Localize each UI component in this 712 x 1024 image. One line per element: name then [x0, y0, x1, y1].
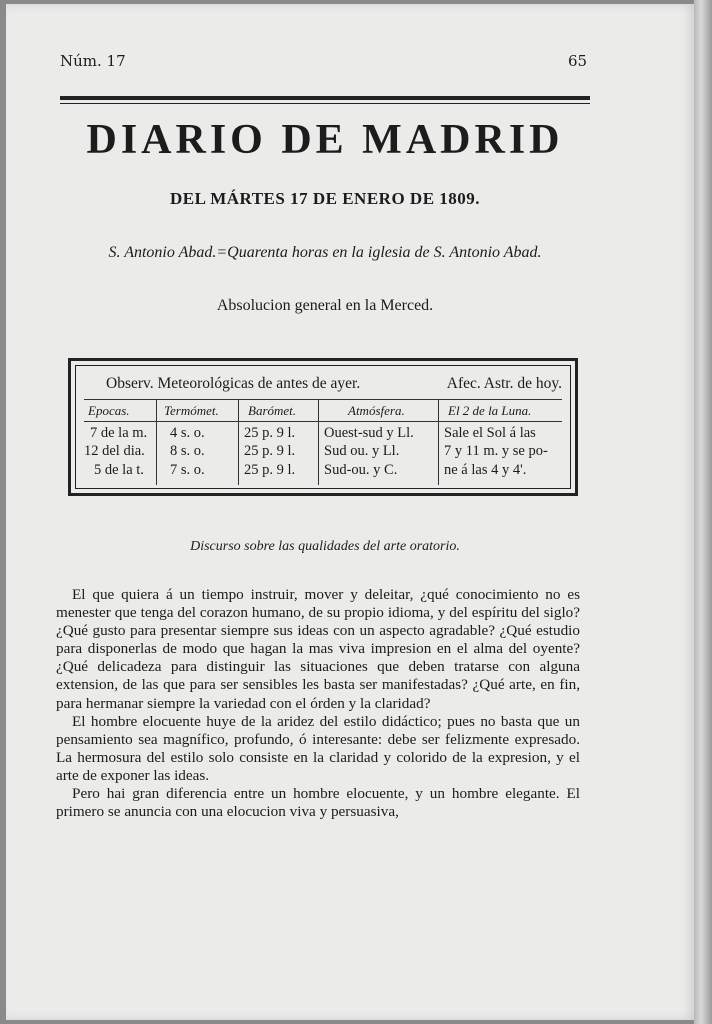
astro-title: Afec. Astr. de hoy. [446, 375, 562, 392]
discourse-title: Discurso sobre las qualidades del arte oratorio. [190, 539, 460, 554]
row-3-termometro: 7 s. o. [170, 462, 205, 478]
row-2-termometro: 8 s. o. [170, 443, 205, 459]
row-1-termometro: 4 s. o. [170, 425, 205, 441]
col-header-atmosfera: Atmósfera. [348, 403, 405, 418]
row-1-epoca: 7 de la m. [90, 425, 148, 441]
astro-line: Sale el Sol á las [444, 425, 536, 441]
paragraph: Pero hai gran diferencia entre un hombre elocuente, y un hombre elegante. El primero se anuncia con una elocucion viva y persuasiva, [56, 785, 580, 821]
col-header-termometro: Termómet. [164, 403, 219, 418]
absolution-notice: Absolucion general en la Merced. [216, 297, 434, 314]
astro-line: 7 y 11 m. y se po- [444, 443, 548, 459]
article-body [56, 586, 580, 821]
row-3-atmosfera: Sud-ou. y C. [324, 462, 398, 478]
row-2-epoca: 12 del dia. [84, 443, 145, 459]
row-1-atmosfera: Ouest-sud y Ll. [324, 425, 414, 441]
page-edge [694, 0, 712, 1024]
issue-number: Núm. 17 [60, 52, 126, 70]
row-3-barometro: 25 p. 9 l. [244, 462, 296, 478]
col-divider [438, 399, 439, 485]
weather-table-inner [75, 365, 571, 489]
header-rule-thick [60, 96, 590, 100]
col-header-luna: El 2 de la Luna. [448, 403, 532, 418]
col-divider [156, 399, 157, 485]
row-3-epoca: 5 de la t. [94, 462, 144, 478]
col-header-barometro: Barómet. [248, 403, 297, 418]
dateline: DEL MÁRTES 17 DE ENERO DE 1809. [169, 189, 481, 208]
col-divider [318, 399, 319, 485]
astro-line: ne á las 4 y 4'. [444, 462, 527, 478]
newspaper-page [6, 4, 696, 1020]
row-2-barometro: 25 p. 9 l. [244, 443, 296, 459]
header-rule-thin [60, 103, 590, 104]
weather-table [68, 358, 578, 496]
page-number: 65 [568, 52, 588, 70]
col-header-epocas: Epocas. [88, 403, 130, 418]
paragraph: El hombre elocuente huye de la aridez del estilo didáctico; pues no basta que un pensamiento sea magnífico, profundo, ó interesante: debe ser felizmente expresado. La hermosura del estilo solo consiste en la claridad y colorido de la expresion, y el arte de exponer las ideas. [56, 712, 580, 784]
paragraph: El que quiera á un tiempo instruir, mover y deleitar, ¿qué conocimiento no es menester que tenga del corazon humano, de su propio idioma, y del espíritu del siglo? ¿Qué gusto para presentar siempre sus ideas con un aspecto agradable? ¿Qué estudio para disponerlas de modo que hagan la mas viva impresion en el alma del oyente? ¿Qué delicadeza para distinguir las situaciones que deben tratarse con alguna extension, de las que para ser sensibles les basta ser manifestadas? ¿Qué arte, en fin, para hermanar siempre la variedad con el órden y la claridad? [56, 586, 580, 712]
masthead-title: DIARIO DE MADRID [86, 117, 564, 163]
weather-title: Observ. Meteorológicas de antes de ayer. [106, 375, 361, 392]
saints-of-the-day: S. Antonio Abad.=Quarenta horas en la iglesia de S. Antonio Abad. [108, 244, 542, 261]
row-1-barometro: 25 p. 9 l. [244, 425, 296, 441]
col-divider [238, 399, 239, 485]
row-2-atmosfera: Sud ou. y Ll. [324, 443, 400, 459]
